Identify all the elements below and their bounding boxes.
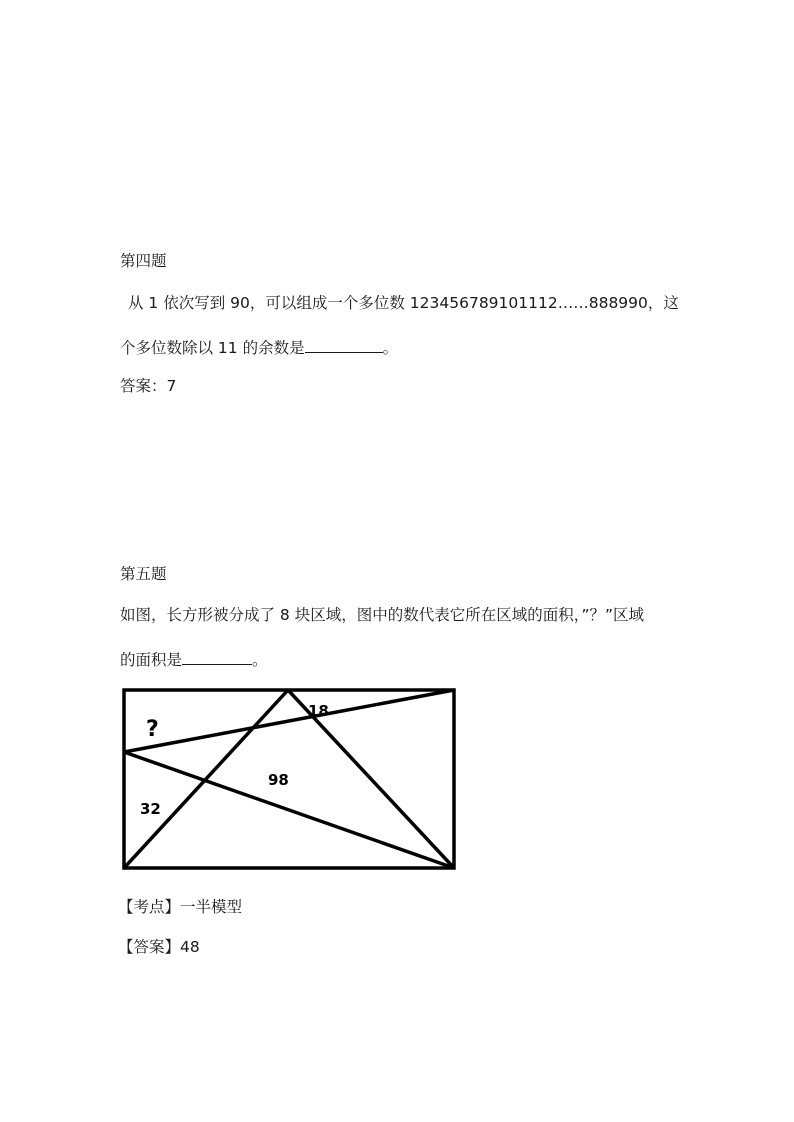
q4-heading: 第四题 <box>120 252 167 270</box>
q5-question-line2-end: 。 <box>252 651 268 669</box>
q5-question-line2-text: 的面积是 <box>120 651 183 669</box>
line-left-to-top-right <box>124 690 454 752</box>
q4-question-line1: 从 1 依次写到 90，可以组成一个多位数 123456789101112……888990，这 <box>128 294 679 312</box>
q4-question-line2-text: 个多位数除以 11 的余数是 <box>120 339 305 357</box>
outer-rectangle <box>124 690 454 868</box>
q5-answer: 【答案】48 <box>118 938 200 956</box>
q4-answer: 答案：7 <box>120 377 177 395</box>
label-32: 32 <box>140 800 161 818</box>
q5-heading: 第五题 <box>120 565 167 583</box>
q4-question-line2 <box>120 337 398 358</box>
label-98: 98 <box>268 771 289 789</box>
q5-question-line1: 如图，长方形被分成了 8 块区域，图中的数代表它所在区域的面积，”？”区域 <box>120 606 645 624</box>
q4-question-line2-end: 。 <box>382 339 399 357</box>
line-left-to-bottom-right <box>124 752 454 868</box>
q4-answer-blank <box>305 337 383 353</box>
q5-question-line2 <box>120 649 268 670</box>
label-question-mark: ? <box>146 717 159 742</box>
q5-kaodian: 【考点】一半模型 <box>118 898 243 916</box>
q5-answer-blank <box>182 649 252 665</box>
label-18: 18 <box>308 702 329 720</box>
rectangle-figure <box>118 684 463 876</box>
